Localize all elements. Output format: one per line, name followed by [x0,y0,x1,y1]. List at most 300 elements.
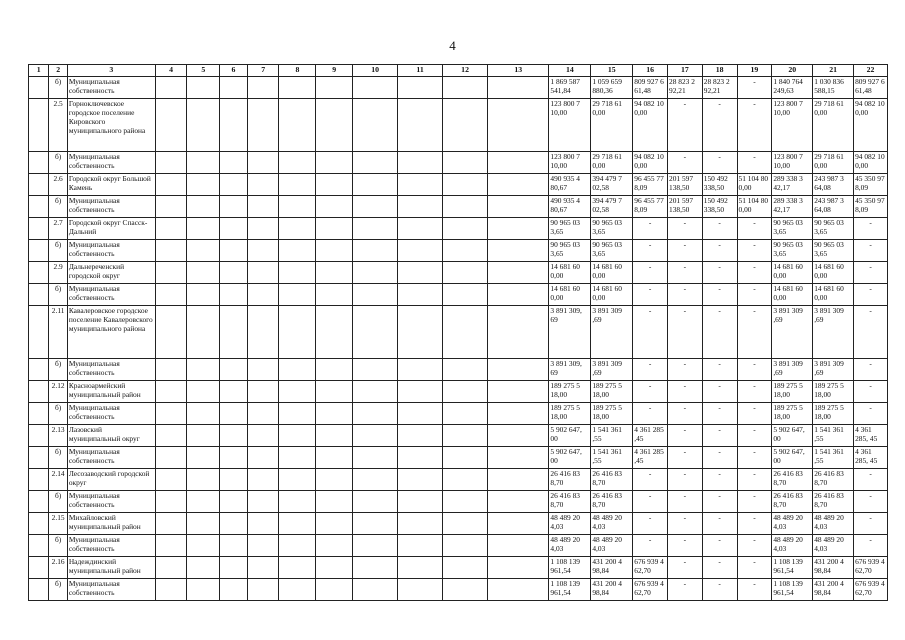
table-cell-col-16: 676 939 4 62,70 [633,557,668,579]
column-header: 15 [591,65,633,77]
empty-cell [398,447,443,469]
table-cell-col-20: 189 275 5 18,00 [772,403,813,425]
empty-cell [353,579,398,601]
table-cell-col-16: - [633,218,668,240]
table-cell-col-15: 26 416 83 8,70 [591,469,633,491]
table-cell-col-16: - [633,240,668,262]
table-cell-col-20: 48 489 20 4,03 [772,535,813,557]
empty-cell [353,491,398,513]
empty-cell [488,77,549,99]
table-cell-col-15: 90 965 03 3,65 [591,240,633,262]
empty-cell [247,77,279,99]
column-header: 22 [854,65,888,77]
table-cell-col-16: - [633,491,668,513]
table-cell-col-14: 3 891 309, 69 [549,306,591,359]
table-cell-col-15: 189 275 5 18,00 [591,381,633,403]
empty-cell [443,513,488,535]
empty-cell [29,77,49,99]
column-header: 21 [813,65,854,77]
empty-cell [316,381,353,403]
table-cell-col-15: 14 681 60 0,00 [591,284,633,306]
table-cell-col-15: 48 489 20 4,03 [591,513,633,535]
empty-cell [187,535,220,557]
table-cell-col-14: 14 681 60 0,00 [549,284,591,306]
table-cell-col-21: 90 965 03 3,65 [813,240,854,262]
empty-cell [155,469,187,491]
table-cell-col-2: б) [49,447,67,469]
table-cell-col-22: - [854,469,888,491]
empty-cell [247,535,279,557]
table-row [29,557,888,579]
column-header: 14 [549,65,591,77]
empty-cell [398,359,443,381]
empty-cell [488,306,549,359]
empty-cell [353,469,398,491]
empty-cell [488,403,549,425]
table-cell-col-16: 4 361 285 ,45 [633,425,668,447]
empty-cell [353,77,398,99]
table-cell-col-18: 150 492 338,50 [702,174,737,196]
empty-cell [279,535,316,557]
empty-cell [247,174,279,196]
table-cell-col-18: - [702,240,737,262]
table-cell-col-3: Муниципальная собственность [67,77,155,99]
empty-cell [443,77,488,99]
column-header: 5 [187,65,220,77]
table-cell-col-19: - [737,359,772,381]
empty-cell [279,196,316,218]
table-cell-col-15: 3 891 309 ,69 [591,306,633,359]
table-cell-col-18: - [702,306,737,359]
table-cell-col-16: - [633,469,668,491]
empty-cell [29,447,49,469]
table-cell-col-16: 96 455 77 8,09 [633,174,668,196]
empty-cell [353,284,398,306]
empty-cell [187,469,220,491]
table-cell-col-17: - [668,152,703,174]
empty-cell [443,262,488,284]
table-cell-col-21: 1 541 361 ,55 [813,447,854,469]
empty-cell [488,557,549,579]
empty-cell [488,359,549,381]
table-row [29,513,888,535]
table-cell-col-17: - [668,381,703,403]
table-cell-col-2: 2.13 [49,425,67,447]
empty-cell [155,152,187,174]
empty-cell [29,359,49,381]
table-cell-col-21: 48 489 20 4,03 [813,535,854,557]
table-cell-col-17: - [668,579,703,601]
table-cell-col-20: 1 108 139 961,54 [772,579,813,601]
table-cell-col-22: 676 939 4 62,70 [854,557,888,579]
empty-cell [353,381,398,403]
empty-cell [353,262,398,284]
table-cell-col-21: 1 030 836 588,15 [813,77,854,99]
table-cell-col-20: 5 902 647, 00 [772,447,813,469]
table-cell-col-16: - [633,284,668,306]
empty-cell [398,240,443,262]
table-cell-col-14: 48 489 20 4,03 [549,535,591,557]
empty-cell [316,262,353,284]
empty-cell [155,447,187,469]
empty-cell [187,240,220,262]
empty-cell [353,359,398,381]
empty-cell [247,240,279,262]
table-cell-col-14: 26 416 83 8,70 [549,469,591,491]
table-row [29,469,888,491]
table-cell-col-3: Муниципальная собственность [67,447,155,469]
column-header: 12 [443,65,488,77]
empty-cell [353,240,398,262]
table-cell-col-2: 2.9 [49,262,67,284]
table-cell-col-3: Надеждинский муниципальный район [67,557,155,579]
empty-cell [29,284,49,306]
empty-cell [29,218,49,240]
table-cell-col-3: Муниципальная собственность [67,284,155,306]
table-cell-col-17: - [668,262,703,284]
empty-cell [353,425,398,447]
empty-cell [247,196,279,218]
empty-cell [443,535,488,557]
empty-cell [488,174,549,196]
table-row [29,262,888,284]
empty-cell [187,218,220,240]
empty-cell [220,557,248,579]
table-cell-col-19: - [737,535,772,557]
table-cell-col-2: 2.14 [49,469,67,491]
empty-cell [316,513,353,535]
empty-cell [279,174,316,196]
empty-cell [155,240,187,262]
table-cell-col-16: 94 082 10 0,00 [633,152,668,174]
column-header: 8 [279,65,316,77]
empty-cell [187,447,220,469]
table-cell-col-3: Городской округ Спасск-Дальний [67,218,155,240]
table-cell-col-20: 5 902 647, 00 [772,425,813,447]
empty-cell [316,284,353,306]
table-cell-col-3: Муниципальная собственность [67,579,155,601]
empty-cell [247,306,279,359]
empty-cell [316,425,353,447]
table-cell-col-21: 243 987 3 64,08 [813,196,854,218]
table-cell-col-18: - [702,284,737,306]
empty-cell [488,535,549,557]
table-cell-col-20: 26 416 83 8,70 [772,469,813,491]
table-cell-col-15: 29 718 61 0,00 [591,99,633,152]
table-cell-col-3: Муниципальная собственность [67,535,155,557]
empty-cell [488,284,549,306]
empty-cell [220,152,248,174]
column-header: 19 [737,65,772,77]
table-cell-col-15: 1 059 659 880,36 [591,77,633,99]
table-cell-col-22: 94 082 10 0,00 [854,152,888,174]
empty-cell [187,306,220,359]
empty-cell [155,99,187,152]
empty-cell [279,513,316,535]
empty-cell [220,447,248,469]
table-cell-col-15: 394 479 7 02,58 [591,196,633,218]
table-row [29,240,888,262]
column-header: 11 [398,65,443,77]
table-cell-col-16: 94 082 10 0,00 [633,99,668,152]
table-cell-col-18: - [702,447,737,469]
table-cell-col-19: 51 104 80 0,00 [737,196,772,218]
empty-cell [29,403,49,425]
empty-cell [187,403,220,425]
empty-cell [353,535,398,557]
table-cell-col-17: - [668,403,703,425]
empty-cell [443,284,488,306]
empty-cell [247,469,279,491]
table-cell-col-20: 189 275 5 18,00 [772,381,813,403]
table-cell-col-18: - [702,218,737,240]
table-cell-col-3: Дальнереченский городской округ [67,262,155,284]
empty-cell [398,99,443,152]
table-cell-col-17: 201 597 138,50 [668,174,703,196]
table-cell-col-14: 189 275 5 18,00 [549,381,591,403]
empty-cell [187,425,220,447]
empty-cell [220,196,248,218]
empty-cell [220,425,248,447]
table-cell-col-19: - [737,99,772,152]
column-header: 20 [772,65,813,77]
table-cell-col-17: - [668,469,703,491]
empty-cell [220,469,248,491]
empty-cell [29,99,49,152]
table-cell-col-3: Горноключевское городское поселение Кировского муниципального района [67,99,155,152]
table-cell-col-2: б) [49,359,67,381]
table-row [29,359,888,381]
empty-cell [155,557,187,579]
empty-cell [398,306,443,359]
column-header: 2 [49,65,67,77]
table-cell-col-22: 45 350 97 8,09 [854,174,888,196]
table-row [29,196,888,218]
empty-cell [247,403,279,425]
table-cell-col-20: 48 489 20 4,03 [772,513,813,535]
empty-cell [279,469,316,491]
table-cell-col-2: 2.12 [49,381,67,403]
empty-cell [247,381,279,403]
table-row [29,306,888,359]
table-cell-col-22: 4 361 285, 45 [854,425,888,447]
empty-cell [443,152,488,174]
empty-cell [488,491,549,513]
table-cell-col-16: 676 939 4 62,70 [633,579,668,601]
table-cell-col-18: - [702,513,737,535]
table-cell-col-17: - [668,557,703,579]
table-cell-col-21: 29 718 61 0,00 [813,152,854,174]
empty-cell [187,284,220,306]
table-cell-col-18: - [702,491,737,513]
table-cell-col-18: - [702,99,737,152]
table-cell-col-22: - [854,491,888,513]
empty-cell [398,469,443,491]
table-cell-col-2: 2.5 [49,99,67,152]
empty-cell [443,579,488,601]
empty-cell [279,262,316,284]
empty-cell [220,535,248,557]
column-header: 6 [220,65,248,77]
empty-cell [316,359,353,381]
empty-cell [488,447,549,469]
table-cell-col-19: - [737,381,772,403]
column-header: 16 [633,65,668,77]
table-cell-col-18: - [702,359,737,381]
table-cell-col-20: 14 681 60 0,00 [772,262,813,284]
table-cell-col-16: - [633,306,668,359]
table-cell-col-14: 123 800 7 10,00 [549,99,591,152]
table-cell-col-21: 1 541 361 ,55 [813,425,854,447]
table-cell-col-14: 90 965 03 3,65 [549,218,591,240]
table-cell-col-20: 123 800 7 10,00 [772,99,813,152]
table-row [29,403,888,425]
table-cell-col-16: - [633,513,668,535]
empty-cell [220,77,248,99]
empty-cell [279,425,316,447]
table-cell-col-3: Муниципальная собственность [67,359,155,381]
table-cell-col-15: 48 489 20 4,03 [591,535,633,557]
table-cell-col-14: 90 965 03 3,65 [549,240,591,262]
table-row [29,425,888,447]
table-row [29,218,888,240]
empty-cell [316,535,353,557]
empty-cell [247,152,279,174]
table-cell-col-22: 809 927 6 61,48 [854,77,888,99]
empty-cell [279,240,316,262]
table-cell-col-15: 189 275 5 18,00 [591,403,633,425]
table-cell-col-2: 2.15 [49,513,67,535]
table-cell-col-20: 90 965 03 3,65 [772,218,813,240]
table-cell-col-17: - [668,425,703,447]
table-cell-col-17: - [668,359,703,381]
empty-cell [220,284,248,306]
empty-cell [316,447,353,469]
table-cell-col-2: б) [49,535,67,557]
table-cell-col-19: - [737,447,772,469]
table-cell-col-2: 2.16 [49,557,67,579]
table-cell-col-19: 51 104 80 0,00 [737,174,772,196]
empty-cell [187,174,220,196]
empty-cell [187,99,220,152]
empty-cell [488,99,549,152]
table-cell-col-22: 45 350 97 8,09 [854,196,888,218]
empty-cell [316,240,353,262]
empty-cell [443,306,488,359]
table-cell-col-17: - [668,99,703,152]
empty-cell [398,513,443,535]
table-cell-col-18: 150 492 338,50 [702,196,737,218]
table-cell-col-14: 189 275 5 18,00 [549,403,591,425]
table-cell-col-14: 1 108 139 961,54 [549,579,591,601]
empty-cell [443,99,488,152]
table-cell-col-2: б) [49,284,67,306]
empty-cell [488,513,549,535]
empty-cell [220,381,248,403]
table-cell-col-19: - [737,579,772,601]
table-cell-col-2: б) [49,152,67,174]
table-cell-col-21: 48 489 20 4,03 [813,513,854,535]
table-cell-col-18: - [702,425,737,447]
table-cell-col-22: - [854,284,888,306]
table-cell-col-3: Михайловский муниципальный район [67,513,155,535]
table-cell-col-20: 1 840 764 249,63 [772,77,813,99]
table-cell-col-19: - [737,284,772,306]
empty-cell [220,174,248,196]
empty-cell [353,152,398,174]
empty-cell [220,240,248,262]
table-row [29,491,888,513]
empty-cell [220,306,248,359]
empty-cell [443,196,488,218]
table-cell-col-14: 123 800 7 10,00 [549,152,591,174]
table-cell-col-22: - [854,403,888,425]
empty-cell [488,152,549,174]
empty-cell [155,535,187,557]
table-cell-col-16: - [633,359,668,381]
empty-cell [353,403,398,425]
empty-cell [353,174,398,196]
table-row [29,579,888,601]
empty-cell [247,513,279,535]
table-cell-col-19: - [737,557,772,579]
table-cell-col-3: Муниципальная собственность [67,196,155,218]
empty-cell [187,381,220,403]
empty-cell [398,381,443,403]
empty-cell [220,218,248,240]
table-row [29,535,888,557]
table-cell-col-22: - [854,218,888,240]
empty-cell [29,262,49,284]
empty-cell [247,491,279,513]
empty-cell [316,174,353,196]
empty-cell [187,491,220,513]
table-cell-col-3: Муниципальная собственность [67,240,155,262]
empty-cell [155,403,187,425]
empty-cell [398,152,443,174]
table-cell-col-2: б) [49,579,67,601]
empty-cell [443,381,488,403]
table-cell-col-22: 676 939 4 62,70 [854,579,888,601]
empty-cell [155,284,187,306]
table-cell-col-21: 90 965 03 3,65 [813,218,854,240]
empty-cell [353,447,398,469]
empty-cell [155,425,187,447]
budget-table [28,64,888,601]
table-cell-col-16: - [633,535,668,557]
empty-cell [353,99,398,152]
empty-cell [353,196,398,218]
empty-cell [29,152,49,174]
empty-cell [247,359,279,381]
empty-cell [279,491,316,513]
column-header: 13 [488,65,549,77]
empty-cell [29,306,49,359]
table-cell-col-15: 26 416 83 8,70 [591,491,633,513]
table-cell-col-21: 29 718 61 0,00 [813,99,854,152]
table-cell-col-17: - [668,284,703,306]
empty-cell [247,99,279,152]
table-cell-col-3: Кавалеровское городское поселение Кавалеровского муниципального района [67,306,155,359]
table-cell-col-19: - [737,469,772,491]
table-row [29,447,888,469]
table-cell-col-15: 14 681 60 0,00 [591,262,633,284]
table-cell-col-16: - [633,403,668,425]
table-cell-col-2: 2.6 [49,174,67,196]
empty-cell [187,196,220,218]
empty-cell [398,425,443,447]
table-cell-col-21: 14 681 60 0,00 [813,284,854,306]
